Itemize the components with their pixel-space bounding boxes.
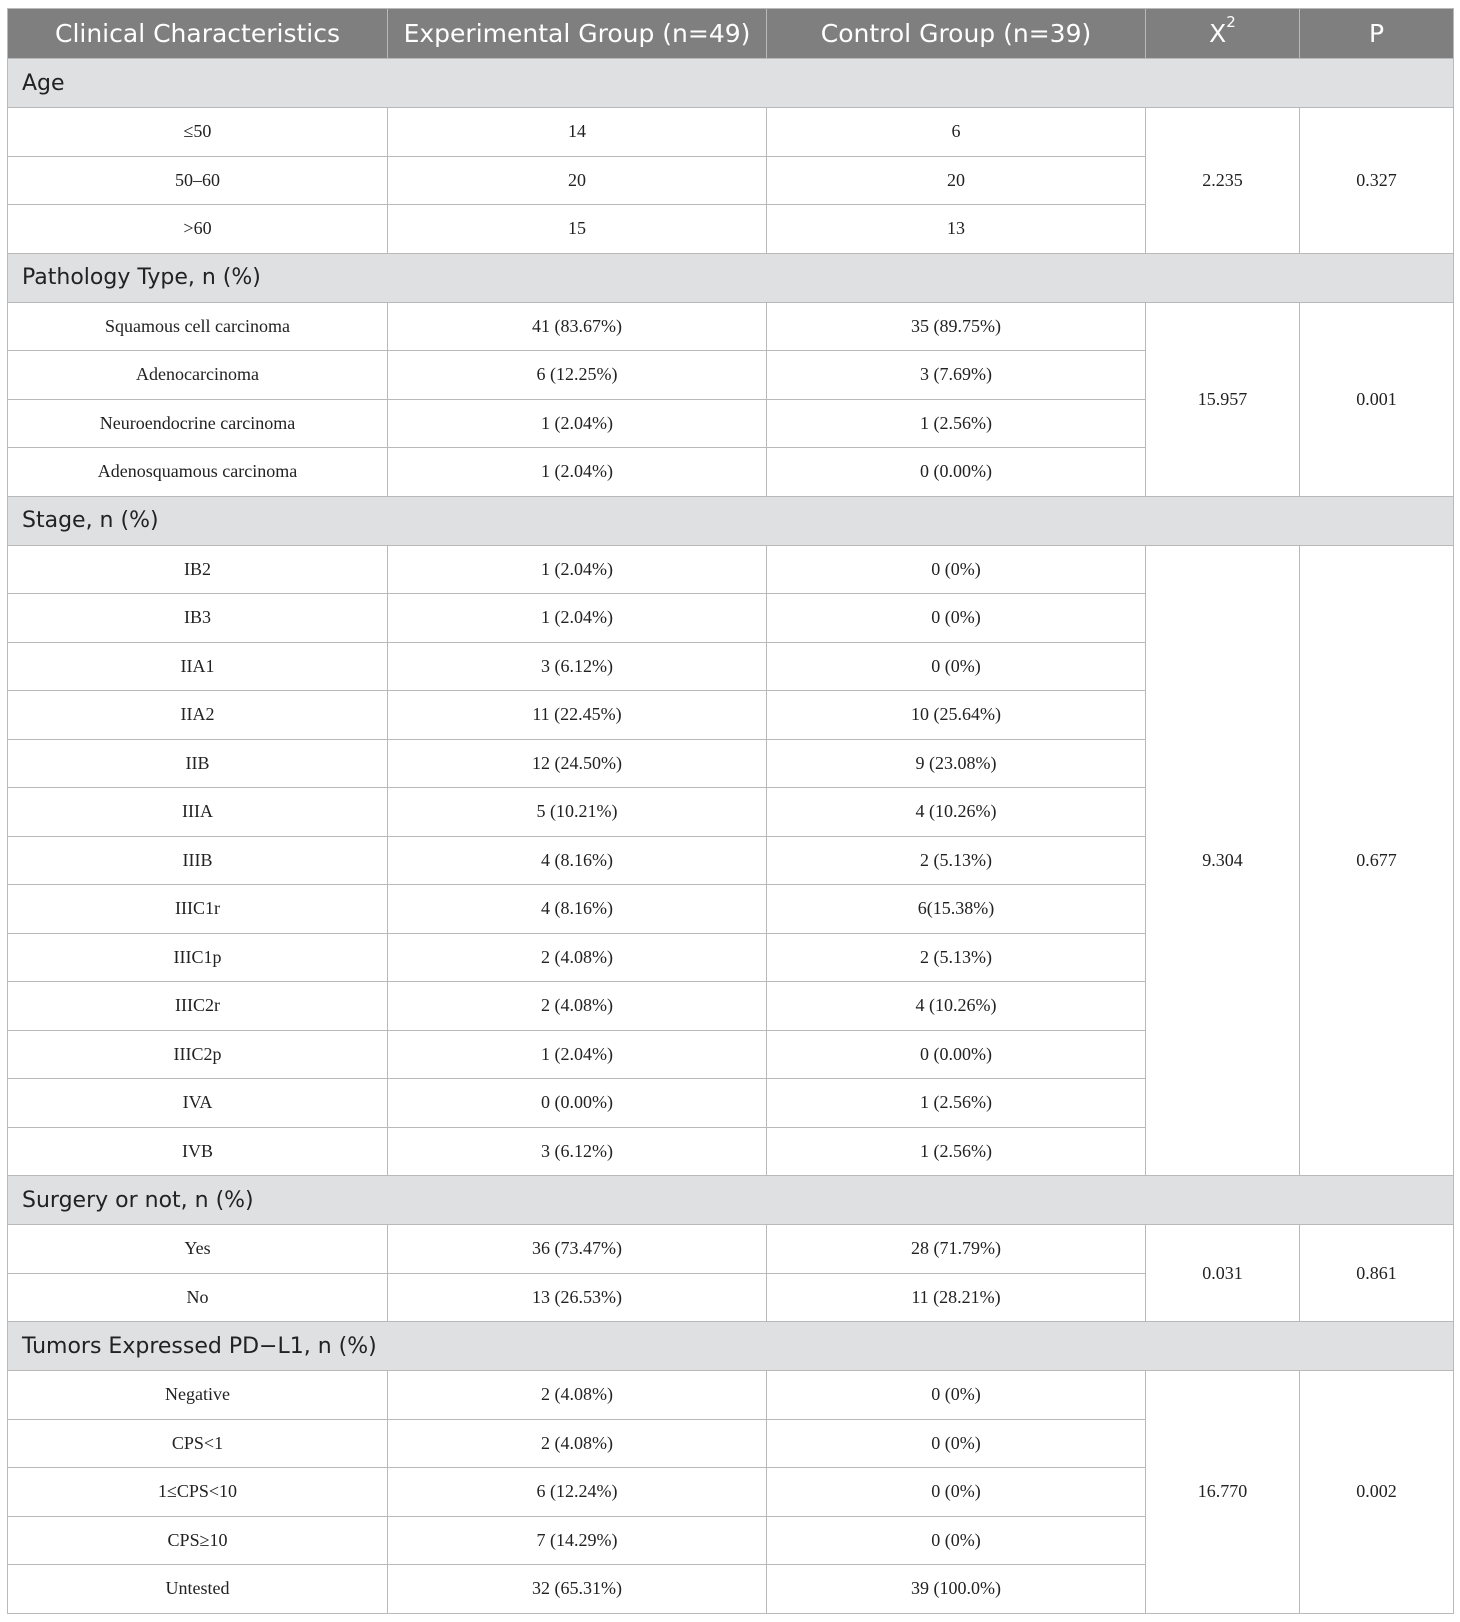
- section-header-row: [8, 59, 1454, 108]
- experimental-value: 41 (83.67%): [388, 302, 767, 351]
- experimental-value: 1 (2.04%): [388, 399, 767, 448]
- table-row: [8, 545, 1454, 594]
- control-value: 2 (5.13%): [767, 933, 1146, 982]
- experimental-value: 4 (8.16%): [388, 836, 767, 885]
- row-label: ≤50: [8, 108, 388, 157]
- row-label: Adenocarcinoma: [8, 351, 388, 400]
- experimental-value: 2 (4.08%): [388, 1419, 767, 1468]
- control-value: 4 (10.26%): [767, 982, 1146, 1031]
- chi-square-superscript: 2: [1226, 13, 1236, 31]
- row-label: IIIC1r: [8, 885, 388, 934]
- clinical-characteristics-table: [7, 8, 1454, 1614]
- experimental-value: 2 (4.08%): [388, 933, 767, 982]
- header-row: [8, 9, 1454, 59]
- p-value: 0.327: [1300, 108, 1454, 254]
- row-label: IIB: [8, 739, 388, 788]
- section-header-row: [8, 496, 1454, 545]
- p-value: 0.861: [1300, 1225, 1454, 1322]
- control-value: 0 (0.00%): [767, 1030, 1146, 1079]
- control-value: 0 (0%): [767, 642, 1146, 691]
- row-label: CPS<1: [8, 1419, 388, 1468]
- experimental-value: 3 (6.12%): [388, 1127, 767, 1176]
- control-value: 0 (0.00%): [767, 448, 1146, 497]
- experimental-value: 2 (4.08%): [388, 982, 767, 1031]
- control-value: 6: [767, 108, 1146, 157]
- chi-square-value: 9.304: [1146, 545, 1300, 1176]
- chi-square-value: 15.957: [1146, 302, 1300, 496]
- header-experimental-group: Experimental Group (n=49): [388, 9, 767, 59]
- section-title: Surgery or not, n (%): [8, 1176, 1454, 1225]
- experimental-value: 12 (24.50%): [388, 739, 767, 788]
- chi-square-value: 2.235: [1146, 108, 1300, 254]
- chi-square-symbol: X: [1209, 19, 1227, 48]
- row-label: IVB: [8, 1127, 388, 1176]
- experimental-value: 13 (26.53%): [388, 1273, 767, 1322]
- control-value: 4 (10.26%): [767, 788, 1146, 837]
- row-label: IIIC2p: [8, 1030, 388, 1079]
- control-value: 0 (0%): [767, 545, 1146, 594]
- section-title: Pathology Type, n (%): [8, 253, 1454, 302]
- row-label: IIA2: [8, 691, 388, 740]
- section-title: Stage, n (%): [8, 496, 1454, 545]
- section-header-row: [8, 253, 1454, 302]
- experimental-value: 15: [388, 205, 767, 254]
- experimental-value: 7 (14.29%): [388, 1516, 767, 1565]
- row-label: No: [8, 1273, 388, 1322]
- experimental-value: 0 (0.00%): [388, 1079, 767, 1128]
- table-row: [8, 108, 1454, 157]
- experimental-value: 1 (2.04%): [388, 594, 767, 643]
- experimental-value: 4 (8.16%): [388, 885, 767, 934]
- experimental-value: 20: [388, 156, 767, 205]
- experimental-value: 5 (10.21%): [388, 788, 767, 837]
- control-value: 0 (0%): [767, 1419, 1146, 1468]
- control-value: 1 (2.56%): [767, 399, 1146, 448]
- control-value: 13: [767, 205, 1146, 254]
- row-label: IIIA: [8, 788, 388, 837]
- control-value: 1 (2.56%): [767, 1127, 1146, 1176]
- control-value: 2 (5.13%): [767, 836, 1146, 885]
- row-label: IB2: [8, 545, 388, 594]
- control-value: 0 (0%): [767, 1371, 1146, 1420]
- control-value: 0 (0%): [767, 1468, 1146, 1517]
- table-row: [8, 302, 1454, 351]
- row-label: 50–60: [8, 156, 388, 205]
- experimental-value: 32 (65.31%): [388, 1565, 767, 1614]
- control-value: 35 (89.75%): [767, 302, 1146, 351]
- row-label: Squamous cell carcinoma: [8, 302, 388, 351]
- experimental-value: 11 (22.45%): [388, 691, 767, 740]
- experimental-value: 3 (6.12%): [388, 642, 767, 691]
- section-title: Tumors Expressed PD−L1, n (%): [8, 1322, 1454, 1371]
- control-value: 3 (7.69%): [767, 351, 1146, 400]
- p-value: 0.002: [1300, 1371, 1454, 1614]
- row-label: Yes: [8, 1225, 388, 1274]
- row-label: IIA1: [8, 642, 388, 691]
- experimental-value: 2 (4.08%): [388, 1371, 767, 1420]
- section-header-row: [8, 1322, 1454, 1371]
- table-row: [8, 1371, 1454, 1420]
- control-value: 6(15.38%): [767, 885, 1146, 934]
- p-value: 0.677: [1300, 545, 1454, 1176]
- experimental-value: 6 (12.24%): [388, 1468, 767, 1517]
- control-value: 9 (23.08%): [767, 739, 1146, 788]
- table-row: [8, 1225, 1454, 1274]
- experimental-value: 1 (2.04%): [388, 1030, 767, 1079]
- experimental-value: 1 (2.04%): [388, 448, 767, 497]
- experimental-value: 14: [388, 108, 767, 157]
- row-label: IIIB: [8, 836, 388, 885]
- row-label: IIIC1p: [8, 933, 388, 982]
- control-value: 10 (25.64%): [767, 691, 1146, 740]
- row-label: >60: [8, 205, 388, 254]
- control-value: 0 (0%): [767, 1516, 1146, 1565]
- row-label: Untested: [8, 1565, 388, 1614]
- header-p-value: P: [1300, 9, 1454, 59]
- header-characteristics: Clinical Characteristics: [8, 9, 388, 59]
- control-value: 1 (2.56%): [767, 1079, 1146, 1128]
- row-label: Adenosquamous carcinoma: [8, 448, 388, 497]
- table-body: [8, 59, 1454, 1614]
- header-chi-square: [1146, 9, 1300, 59]
- control-value: 20: [767, 156, 1146, 205]
- row-label: IB3: [8, 594, 388, 643]
- chi-square-value: 16.770: [1146, 1371, 1300, 1614]
- control-value: 28 (71.79%): [767, 1225, 1146, 1274]
- section-title: Age: [8, 59, 1454, 108]
- row-label: IVA: [8, 1079, 388, 1128]
- experimental-value: 1 (2.04%): [388, 545, 767, 594]
- control-value: 39 (100.0%): [767, 1565, 1146, 1614]
- chi-square-value: 0.031: [1146, 1225, 1300, 1322]
- row-label: Negative: [8, 1371, 388, 1420]
- control-value: 11 (28.21%): [767, 1273, 1146, 1322]
- experimental-value: 6 (12.25%): [388, 351, 767, 400]
- p-value: 0.001: [1300, 302, 1454, 496]
- row-label: CPS≥10: [8, 1516, 388, 1565]
- section-header-row: [8, 1176, 1454, 1225]
- header-control-group: Control Group (n=39): [767, 9, 1146, 59]
- row-label: 1≤CPS<10: [8, 1468, 388, 1517]
- row-label: Neuroendocrine carcinoma: [8, 399, 388, 448]
- control-value: 0 (0%): [767, 594, 1146, 643]
- row-label: IIIC2r: [8, 982, 388, 1031]
- experimental-value: 36 (73.47%): [388, 1225, 767, 1274]
